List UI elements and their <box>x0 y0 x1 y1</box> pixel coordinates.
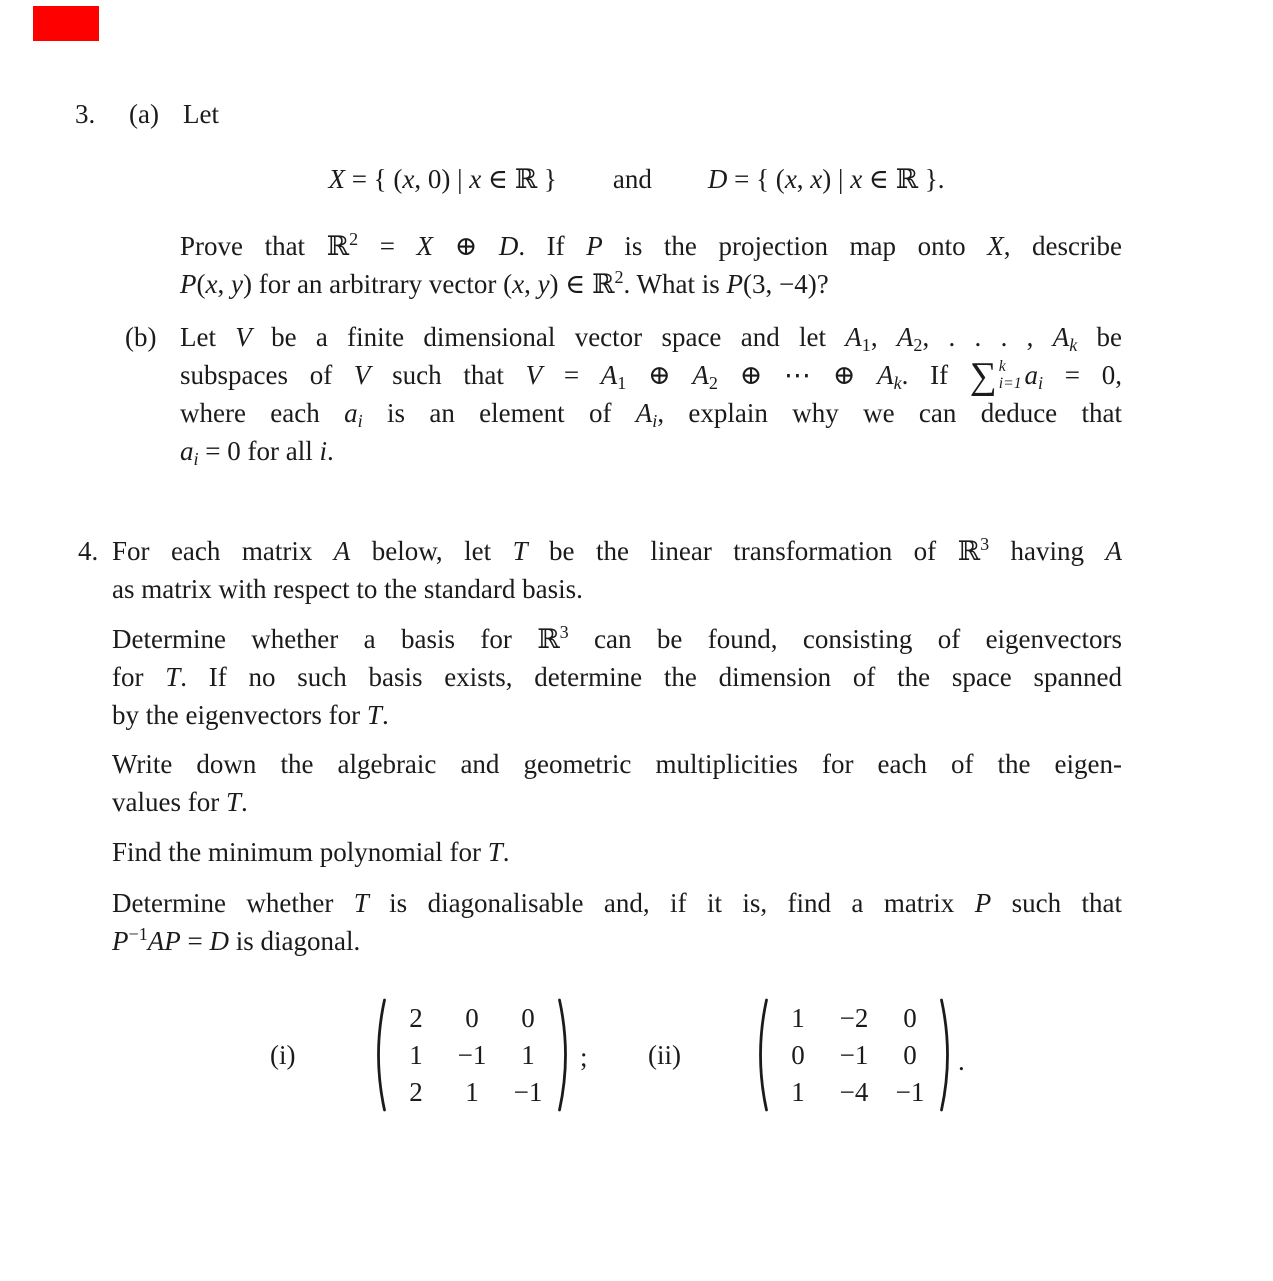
text-segment: where each <box>180 398 345 428</box>
text-segment: , describe <box>1003 231 1123 261</box>
text-segment: as matrix with respect to the standard basis. <box>112 574 583 604</box>
text-segment: is an element of <box>362 398 636 428</box>
text-line <box>112 922 1122 960</box>
q3-number: 3. <box>75 99 96 129</box>
q4-paragraph-diagonalisable <box>112 884 1122 960</box>
text-segment: 3 <box>559 622 569 643</box>
text-segment: A <box>877 360 894 390</box>
matrix-cell: −4 <box>839 1077 869 1107</box>
q4-number: 4. <box>78 536 99 566</box>
equation-connector: and <box>612 164 652 194</box>
text-line <box>112 745 1122 783</box>
text-segment: Determine whether <box>112 888 354 918</box>
matrix-cell: 2 <box>409 1003 423 1033</box>
text-segment: . If <box>518 231 587 261</box>
text-segment: A <box>1105 536 1122 566</box>
text-segment: V <box>525 360 543 390</box>
text-segment: a <box>180 436 194 466</box>
text-line <box>180 318 1122 356</box>
text-segment: ( <box>196 269 206 299</box>
text-segment: T <box>366 700 382 730</box>
equation-lhs <box>328 160 556 198</box>
text-segment: Determine whether a basis for ℝ <box>112 624 560 654</box>
q4-paragraph-min-polynomial <box>112 833 1122 871</box>
text-segment: such that <box>991 888 1122 918</box>
text-segment: i <box>319 436 327 466</box>
text-segment: 2 <box>913 335 923 356</box>
text-segment: by the eigenvectors for <box>112 700 367 730</box>
text-segment: is diagonal. <box>228 926 361 956</box>
text-segment: y <box>537 269 550 299</box>
text-segment: can be found, consisting of eigenvectors <box>568 624 1123 654</box>
text-segment: A <box>600 360 618 390</box>
matrix-cell: 1 <box>409 1040 423 1070</box>
right-paren-icon <box>557 997 574 1113</box>
text-segment: T <box>225 787 241 817</box>
text-line <box>112 532 1122 570</box>
q3a-body <box>180 227 1122 303</box>
text-segment: = 0 for all <box>198 436 320 466</box>
text-segment: = 0, <box>1043 360 1122 390</box>
matrix-i <box>370 997 574 1113</box>
text-segment: , . . . , <box>922 322 1053 352</box>
text-segment: X <box>328 164 345 194</box>
text-line <box>180 354 1122 397</box>
text-segment: (3, −4)? <box>743 269 829 299</box>
matrix-i-label: (i) <box>270 1040 296 1070</box>
text-segment: ) for an arbitrary vector ( <box>242 269 513 299</box>
text-segment: i <box>652 411 658 432</box>
text-segment: , <box>524 269 538 299</box>
text-segment: y <box>230 269 243 299</box>
sum-limit: i=1 <box>998 374 1022 392</box>
equation-rhs <box>708 160 945 198</box>
text-segment: ∈ ℝ } <box>481 164 557 194</box>
text-segment: = <box>542 360 601 390</box>
q4-paragraph-multiplicities <box>112 745 1122 821</box>
text-line <box>112 658 1122 696</box>
text-segment: 2 <box>349 229 359 250</box>
text-segment: a <box>344 398 358 428</box>
text-segment: having <box>989 536 1106 566</box>
text-segment: k <box>1069 335 1078 356</box>
text-segment: x <box>850 164 863 194</box>
left-paren-icon <box>752 997 769 1113</box>
text-segment: , explain why we can deduce that <box>657 398 1122 428</box>
text-segment: P <box>586 231 603 261</box>
text-segment: T <box>165 662 181 692</box>
matrix-cell: 1 <box>791 1003 805 1033</box>
display-equation <box>0 160 1273 198</box>
text-segment: P <box>180 269 197 299</box>
text-segment: is the projection map onto <box>602 231 988 261</box>
text-segment: ⊕ <box>626 360 693 390</box>
matrix-i-separator: ; <box>580 1042 588 1072</box>
text-segment: = { ( <box>344 164 403 194</box>
sum-limits <box>999 359 1022 392</box>
matrix-cell: 1 <box>465 1077 479 1107</box>
text-segment: be a finite dimensional vector space and let <box>251 322 846 352</box>
text-line <box>180 432 1122 470</box>
text-segment: x <box>205 269 218 299</box>
text-line <box>112 783 1122 821</box>
left-paren-icon <box>370 997 387 1113</box>
q4-paragraph-intro <box>112 532 1122 608</box>
matrix-cell: −1 <box>839 1040 869 1070</box>
text-segment: x <box>512 269 525 299</box>
text-segment: A <box>896 322 914 352</box>
text-segment: . If no such basis exists, determine the dimension of the space spanned <box>180 662 1122 692</box>
text-segment: a <box>1024 360 1039 390</box>
text-segment: D <box>707 164 728 194</box>
text-segment: below, let <box>350 536 513 566</box>
text-line <box>112 696 1122 734</box>
text-line <box>112 884 1122 922</box>
right-paren-icon <box>939 997 956 1113</box>
matrix-cell: −1 <box>513 1077 543 1107</box>
text-segment: Let <box>180 322 236 352</box>
matrix-ii-grid <box>774 1000 934 1111</box>
text-segment: D <box>498 231 519 261</box>
text-segment: 1 <box>861 335 871 356</box>
text-segment: , <box>217 269 231 299</box>
sum-limit: k <box>998 358 1006 376</box>
text-segment: P <box>112 926 129 956</box>
text-segment: . <box>327 436 334 466</box>
text-segment: = { ( <box>727 164 785 194</box>
text-segment: x <box>810 164 823 194</box>
text-segment: . <box>241 787 248 817</box>
matrix-i-grid <box>392 1000 552 1111</box>
text-line <box>112 833 1122 871</box>
text-segment: D <box>209 926 229 956</box>
text-segment: = <box>180 926 210 956</box>
text-segment: subspaces of <box>180 360 354 390</box>
text-segment: T <box>353 888 369 918</box>
text-line <box>180 227 1122 265</box>
text-segment: be <box>1077 322 1123 352</box>
text-segment: . <box>502 837 510 867</box>
matrix-cell: 0 <box>791 1040 805 1070</box>
q3b-body <box>180 318 1122 470</box>
text-segment: ⊕ <box>433 231 499 261</box>
text-segment: A <box>1052 322 1070 352</box>
text-segment: . If <box>901 360 970 390</box>
q4-paragraph-basis <box>112 620 1122 734</box>
text-segment: A <box>333 536 351 566</box>
text-segment: 2 <box>708 373 718 394</box>
matrix-cell: 2 <box>409 1077 423 1107</box>
q3a-label: (a) <box>129 99 159 129</box>
text-segment: Prove that ℝ <box>180 231 350 261</box>
text-segment: i <box>1038 373 1044 394</box>
matrix-cell: −1 <box>895 1077 925 1107</box>
text-segment: T <box>512 536 528 566</box>
text-segment: ∑ <box>969 354 997 397</box>
text-segment: be the linear transformation of ℝ <box>527 536 981 566</box>
text-segment: . <box>381 700 389 730</box>
text-line <box>112 620 1122 658</box>
text-segment: A <box>635 398 653 428</box>
text-segment: P <box>974 888 992 918</box>
text-segment: Write down the algebraic and geometric multiplicities for each of the eigen- <box>112 749 1122 779</box>
matrix-cell: 0 <box>521 1003 535 1033</box>
text-segment: X <box>987 231 1004 261</box>
red-marker <box>33 6 99 41</box>
text-segment: values for <box>112 787 226 817</box>
text-line <box>180 394 1122 432</box>
text-segment: V <box>235 322 252 352</box>
text-segment: x <box>784 164 797 194</box>
text-segment: A <box>692 360 709 390</box>
text-segment: , 0) | <box>414 164 470 194</box>
text-segment: AP <box>147 926 181 956</box>
matrix-cell: −2 <box>839 1003 869 1033</box>
text-segment: 2 <box>614 267 624 288</box>
text-segment: k <box>893 373 902 394</box>
text-line <box>180 265 1122 303</box>
matrix-cell: 1 <box>521 1040 535 1070</box>
text-segment: x <box>469 164 482 194</box>
text-segment: ) ∈ ℝ <box>549 269 615 299</box>
text-segment: , <box>796 164 811 194</box>
text-segment: ∈ ℝ }. <box>862 164 945 194</box>
matrix-cell: 1 <box>791 1077 805 1107</box>
text-segment: x <box>402 164 415 194</box>
text-segment: V <box>353 360 371 390</box>
text-segment: for <box>112 662 166 692</box>
matrix-ii <box>752 997 956 1113</box>
text-segment: = <box>358 231 417 261</box>
matrix-cell: 0 <box>903 1003 917 1033</box>
text-segment: ) | <box>822 164 851 194</box>
text-segment: Find the minimum polynomial for <box>112 837 488 867</box>
text-segment: ⊕ ⋯ ⊕ <box>717 360 878 390</box>
text-segment: such that <box>370 360 526 390</box>
text-segment: i <box>193 449 199 470</box>
q3b-label: (b) <box>125 322 157 352</box>
q3a-intro: Let <box>183 99 219 129</box>
text-line <box>112 570 1122 608</box>
matrix-cell: 0 <box>465 1003 479 1033</box>
matrix-cell: −1 <box>457 1040 487 1070</box>
text-segment: P <box>726 269 744 299</box>
text-segment: T <box>487 837 503 867</box>
text-segment: −1 <box>128 924 148 945</box>
text-segment: i <box>357 411 363 432</box>
matrix-cell: 0 <box>903 1040 917 1070</box>
text-segment: For each matrix <box>112 536 334 566</box>
text-segment: X <box>416 231 434 261</box>
text-segment: 3 <box>980 534 990 555</box>
text-segment: , <box>870 322 897 352</box>
matrix-ii-separator: . <box>958 1046 965 1076</box>
text-segment: . What is <box>623 269 727 299</box>
text-segment: is diagonalisable and, if it is, find a matrix <box>368 888 975 918</box>
text-segment: A <box>845 322 862 352</box>
matrix-ii-label: (ii) <box>648 1040 681 1070</box>
text-segment: 1 <box>617 373 627 394</box>
